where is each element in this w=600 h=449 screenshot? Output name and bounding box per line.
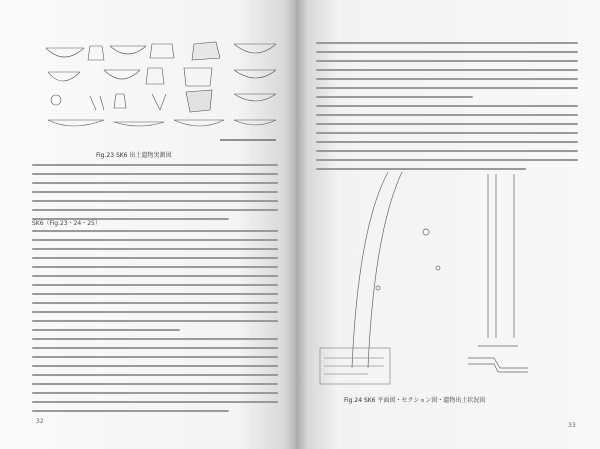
plan-drawing	[318, 168, 568, 388]
artifact-drawings	[44, 36, 280, 146]
page-number-left: 32	[36, 418, 44, 425]
artifact-drawings-figure	[44, 36, 280, 146]
left-page	[0, 0, 296, 449]
section-plan-figure	[318, 168, 568, 388]
left-body-text-2	[32, 230, 278, 419]
figure-caption-left: Fig.23 SK6 出土遺物実測図	[96, 152, 172, 159]
page-number-right: 33	[568, 422, 576, 429]
right-body-text	[316, 42, 578, 177]
figure-caption-right: Fig.24 SK6 平面図・セクション図・遺物出土状況図	[344, 397, 486, 404]
section-heading: SK6（Fig.23・24・25）	[32, 220, 101, 227]
